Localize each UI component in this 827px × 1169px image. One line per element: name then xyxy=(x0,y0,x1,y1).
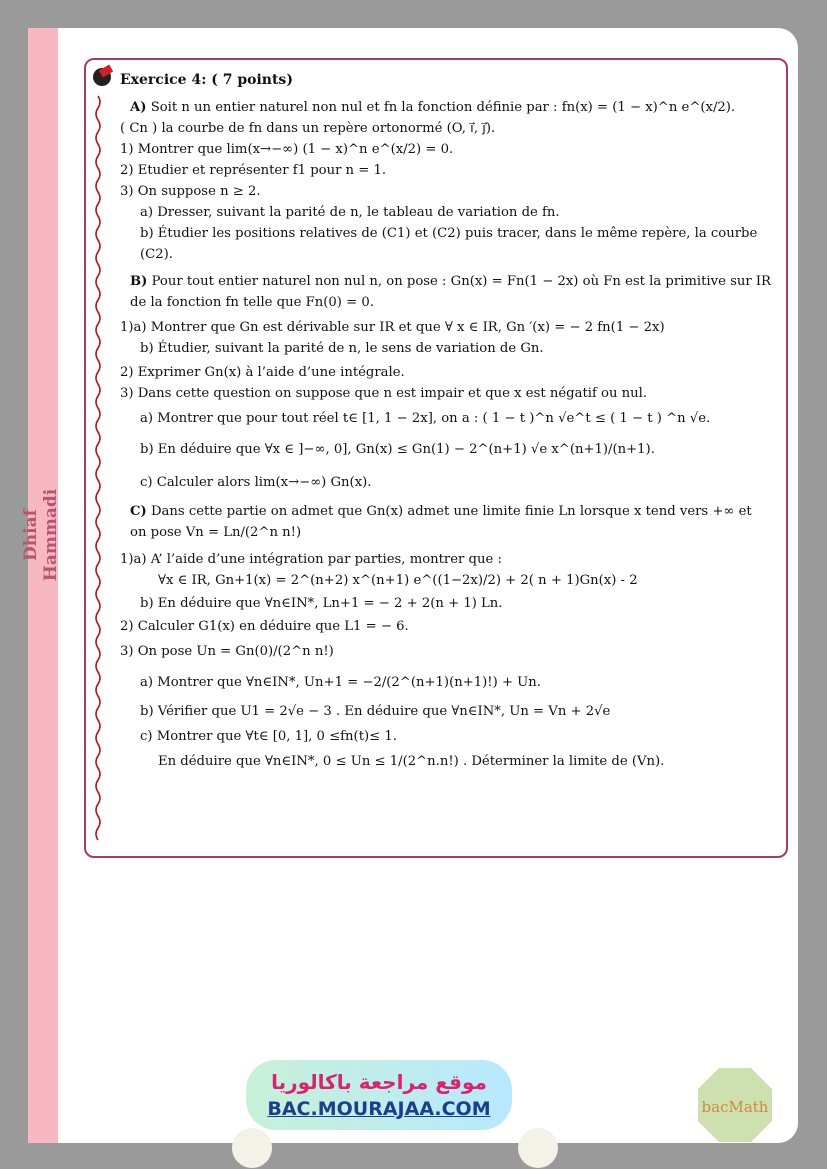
partC-q1a: 1)a) A’ l’aide d’une intégration par parties, montrer que : xyxy=(120,552,502,567)
partC-q3: 3) On pose Un = Gn(0)/(2^n n!) xyxy=(120,644,334,659)
exercise-title: Exercice 4: ( 7 points) xyxy=(120,72,293,88)
exercise-frame xyxy=(84,58,788,858)
partC-q1a-formula: ∀x ∈ IR, Gn+1(x) = 2^(n+2) x^(n+1) e^((1−2x)/2) + 2( n + 1)Gn(x) - 2 xyxy=(158,573,638,588)
exercise-content xyxy=(120,70,772,772)
bacmath-logo xyxy=(696,1066,774,1144)
partA-q1: 1) Montrer que lim(x→−∞) (1 − x)^n e^(x/2) = 0. xyxy=(120,142,454,157)
partA-curve: ( Cn ) la courbe de fn dans un repère ortonormé (O, i⃗, j⃗). xyxy=(120,121,496,136)
partB-q3: 3) Dans cette question on suppose que n est impair et que x est négatif ou nul. xyxy=(120,386,648,401)
partC-q3a: a) Montrer que ∀n∈IN*, Un+1 = −2/(2^(n+1)(n+1)!) + Un. xyxy=(140,675,541,690)
partB-q1b: b) Étudier, suivant la parité de n, le sens de variation de Gn. xyxy=(140,341,544,356)
partA-q3a: a) Dresser, suivant la parité de n, le tableau de variation de fn. xyxy=(140,205,560,220)
partC-intro: C) Dans cette partie on admet que Gn(x) admet une limite finie Ln lorsque x tend vers +∞ et on pose Vn = Ln/(2^n n!) xyxy=(130,504,752,540)
page-sheet xyxy=(21,28,798,1143)
bacmath-logo-text: bacMath xyxy=(701,1098,769,1116)
site-logo-right-icon xyxy=(518,1128,558,1168)
partB-q2: 2) Exprimer Gn(x) à l’aide d’une intégrale. xyxy=(120,365,405,380)
partC-q3c: c) Montrer que ∀t∈ [0, 1], 0 ≤fn(t)≤ 1. xyxy=(140,729,397,744)
footer-url-link[interactable]: BAC.MOURAJAA.COM xyxy=(267,1098,491,1120)
partA-q2: 2) Etudier et représenter f1 pour n = 1. xyxy=(120,163,387,178)
partB-q3b: b) En déduire que ∀x ∈ ]−∞, 0], Gn(x) ≤ Gn(1) − 2^(n+1) √e x^(n+1)/(n+1). xyxy=(140,442,655,457)
partB-q3c: c) Calculer alors lim(x→−∞) Gn(x). xyxy=(140,475,372,490)
footer-banner[interactable] xyxy=(246,1060,512,1130)
partC-q2: 2) Calculer G1(x) en déduire que L1 = − 6. xyxy=(120,619,409,634)
partB-intro: B) Pour tout entier naturel non nul n, on pose : Gn(x) = Fn(1 − 2x) où Fn est la primitive sur IR de la fonction fn telle que Fn(0) = 0. xyxy=(130,274,771,310)
partC-q1b: b) En déduire que ∀n∈IN*, Ln+1 = − 2 + 2(n + 1) Ln. xyxy=(140,596,503,611)
partA-intro: A) Soit n un entier naturel non nul et fn la fonction définie par : fn(x) = (1 − x)^n e^(x/2). xyxy=(130,100,736,115)
author-name: Dhiaf Hammadi xyxy=(21,488,61,582)
site-logo-left-icon xyxy=(232,1128,272,1168)
partC-q3b: b) Vérifier que U1 = 2√e − 3 . En déduire que ∀n∈IN*, Un = Vn + 2√e xyxy=(140,704,611,719)
footer-arabic-text: موقع مراجعة باكالوريا xyxy=(271,1070,487,1094)
wavy-margin-line xyxy=(94,96,102,840)
exercise-logo-icon xyxy=(91,66,113,88)
partA-q3: 3) On suppose n ≥ 2. xyxy=(120,184,261,199)
partA-q3b: b) Étudier les positions relatives de (C1) et (C2) puis tracer, dans le même repère, la courbe (C2). xyxy=(140,226,758,262)
partB-q3a: a) Montrer que pour tout réel t∈ [1, 1 − 2x], on a : ( 1 − t )^n √e^t ≤ ( 1 − t ) ^n √e. xyxy=(140,411,711,426)
partB-q1a: 1)a) Montrer que Gn est dérivable sur IR et que ∀ x ∈ IR, Gn ′(x) = − 2 fn(1 − 2x) xyxy=(120,320,665,335)
partC-q3c2: En déduire que ∀n∈IN*, 0 ≤ Un ≤ 1/(2^n.n!) . Déterminer la limite de (Vn). xyxy=(158,754,665,769)
